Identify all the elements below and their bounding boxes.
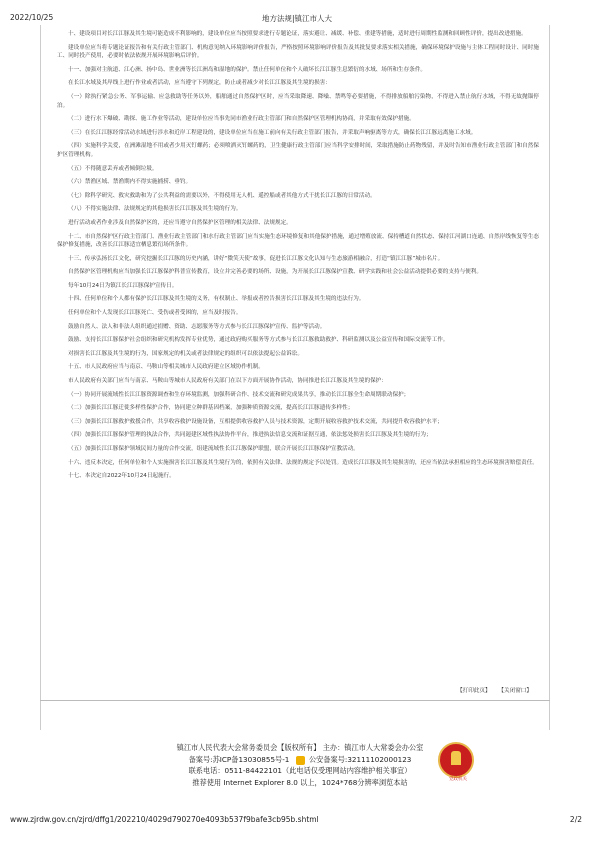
footer-icp-row (120, 754, 480, 766)
footer-divider (40, 700, 550, 701)
article-paragraph: （三）在长江江豚经常活动水域进行涉水和近岸工程建设的，建设单位应当在施工前向有关行政主管部门报告，并采取声响驱离等方式，确保长江江豚远离施工水域。 (68, 129, 477, 136)
article-paragraph: 十二、市自然保护区行政主管部门、渔业行政主管部门和水行政主管部门应当实施生态环境修复和其他保护措施，通过增殖放流、保持槽道自然状态、保持江河湖口连通、自然岸线恢复等生态保护修复措施，改善长江江豚适宜栖息繁衍场所条件。 (57, 233, 539, 249)
article-paragraph: 任何单位和个人发现长江江豚死亡、受伤或者受困的，应当及时报告。 (68, 310, 242, 317)
print-date: 2022/10/25 (10, 13, 54, 22)
print-page-link[interactable]: 【打印此页】 (457, 688, 491, 694)
footer-phone: 联系电话：0511-84422101（此电话仅受理网站内容维护相关事宜） (188, 766, 412, 775)
article-paragraph: 十五、市人民政府应当与南京、马鞍山等相关城市人民政府建立区域协作机制。 (68, 364, 264, 371)
article-paragraph: 对损害长江江豚及其生境的行为，国家规定的机关或者法律规定的组织可以依法提起公益诉讼。 (68, 350, 303, 357)
article-paragraph: （五）不得随意丢弃或者倾倒垃圾。 (68, 165, 158, 172)
article-paragraph: （六）禁渔区域、禁渔期内不得实施捕捞、垂钓。 (68, 179, 192, 186)
article-body (57, 30, 539, 486)
article-paragraph: 鼓励、支持长江江豚保护社会组织和研究机构发挥专业优势，通过政府购买服务等方式参与长江江豚救助救护、科研监测以及公益宣传和国际交流等工作。 (68, 337, 449, 344)
site-footer (120, 742, 480, 788)
police-badge-icon (296, 756, 305, 765)
print-footer (0, 815, 594, 827)
article-paragraph: 十一、加强对主航道、江心洲、扬中岛、世业洲等长江洲岛和湿地的保护。禁止任何单位和个人破坏长江江豚生息繁衍的水域、场所和生存条件。 (68, 66, 427, 73)
article-paragraph: 鼓励自然人、法人和非法人组织通过捐赠、资助、志愿服务等方式参与长江江豚保护宣传、监护等活动。 (68, 323, 326, 330)
article-paragraph: （八）不得实施法律、法规规定的其他损害长江江豚及其生境的行为。 (68, 206, 242, 213)
article-paragraph: 十七、本决定自2022年10月24日起施行。 (68, 473, 175, 480)
page-url: www.zjrdw.gov.cn/zjrd/dffg1/202210/4029d790270e4093b537f9bafe3cb95b.shtml (10, 815, 319, 824)
article-paragraph: （一）除执行紧急公务、军事运输、应急救助等任务以外，船舶通过自然保护区时，应当采取降速、降噪、禁鸣等必要措施，不得排放船舶污染物，不得进入禁止航行水域，不得无故抛锚停泊。 (57, 93, 539, 109)
article-paragraph: 十六、违反本决定，任何单位和个人实施损害长江江豚及其生境行为的，依照有关法律、法规的规定予以处罚。造成长江江豚及其生境损害的，还应当依法承担相应的生态环境损害赔偿责任。 (68, 459, 538, 466)
article-paragraph: 市人民政府有关部门应当与南京、马鞍山等城市人民政府有关部门在以下方面开展协作活动，协同推进长江江豚及其生境的保护： (68, 378, 387, 385)
page-number: 2/2 (569, 815, 582, 824)
article-paragraph: （二）加强长江江豚迁徙多样性保护合作，协同建立种群基因档案，加强种质资源交流，提高长江江豚遗传多样性； (68, 405, 354, 412)
article-paragraph: （四）实施科学关爱，在洲滩湿地不用或者少用灭钉螺药；必须喷洒灭钉螺药的，卫生健康行政主管部门应当科学安排时间，采取措施防止药物残留，并及时告知市渔业行政主管部门和自然保护区管理机构。 (57, 143, 539, 158)
article-paragraph: 建设单位应当将专题论证报告和有关行政主管部门、机构意见纳入环境影响评价报告，严格按照环境影响评价报告及其批复要求落实相关措施，确保环境保护设施与主体工程同时设计、同时施工、同时投产使用，必要时依法依规开展环境影响后评价。 (57, 44, 539, 60)
print-header (0, 13, 594, 25)
page-title: 地方法规|镇江市人大 (261, 14, 333, 23)
footer-copyright: 镇江市人民代表大会常务委员会【版权所有】 主办：镇江市人大常委会办公室 (176, 743, 424, 752)
police-record-number[interactable]: 公安备案号:32111102000123 (308, 754, 412, 764)
article-paragraph: 在长江水域及其岸线上进行作业或者活动，应当遵守下列规定，防止或者减少对长江江豚及其生境的损害： (68, 80, 331, 87)
article-paragraph: （五）加强长江江豚保护领域民间力量的合作交流，组建流域性长江江豚保护联盟，联合开展长江江豚保护宣教活动。 (68, 446, 359, 452)
article-paragraph: （四）加强长江江豚保护管理的执法合作，共同遏建区域性执法协作平台，推进执法信息交流和证据互通，依法惩处损害长江江豚及其生境的行为； (68, 432, 432, 439)
article-paragraph: （一）协同开展流域性长江江豚资源调查和生存环境监测，加强科研合作、技术交流和研究成果共享，推动长江江豚全生命周期联动保护； (68, 391, 410, 398)
article-paragraph: 十三、传承弘扬长江文化，研究挖掘长江江豚的历史内涵，讲好“微笑天使”故事，促进长江江豚文化认知与生态旅游相融合，打造“镇江江豚”城市名片。 (68, 255, 444, 262)
article-paragraph: 十、建设项目对长江江豚及其生境可能造成不利影响的，建设单位应当按照要求进行专题论证，落实避让、减缓、补偿、重建等措施，适时进行周期性监测和回顾性评价，提出改进措施。 (68, 31, 527, 37)
emblem-label: 党政机关 (449, 777, 467, 782)
close-window-link[interactable]: 【关闭窗口】 (498, 688, 532, 694)
article-links (451, 686, 532, 694)
article-paragraph: （七）除科学研究、救灾救助和为了公共利益的需要以外，不得使用无人机、遥控船或者其他方式干扰长江江豚的日常活动。 (68, 192, 376, 199)
article-paragraph: 每年10月24日为镇江长江江豚保护宣传日。 (68, 282, 178, 289)
article-paragraph: 自然保护区管理机构应当加强长江江豚保护科普宣传教育，设立并完善必要的场所、设施，为开展长江江豚保护宣教、研学实践和社会公益活动提供必要的支持与便利。 (68, 269, 482, 276)
article-paragraph: （三）加强长江江豚救护救援合作，共享收容救护设施设备，互相提供收容救护人员与技术资源，定期开展收容救护技术交流，共同提升收容救护水平； (68, 418, 443, 425)
article-paragraph: 进行活动或者作业涉及自然保护区的，还应当遵守自然保护区管理的相关法律、法规规定。 (68, 219, 292, 226)
icp-number[interactable]: 备案号:苏ICP备13030855号-1 (188, 754, 290, 764)
government-emblem-icon[interactable] (438, 742, 474, 782)
footer-browser-hint: 推荐使用 Internet Explorer 8.0 以上，1024*768分辨率浏览本站 (192, 777, 408, 787)
article-paragraph: 十四、任何单位和个人都有保护长江江豚及其生境的义务，有权制止、举报或者控告损害长江江豚及其生境的违法行为。 (68, 296, 365, 303)
article-paragraph: （二）进行水下爆破、勘探、施工作业等活动，建设单位应当事先同市渔业行政主管部门和自然保护区管理机构协商，并采取有效保护措施。 (68, 116, 415, 123)
